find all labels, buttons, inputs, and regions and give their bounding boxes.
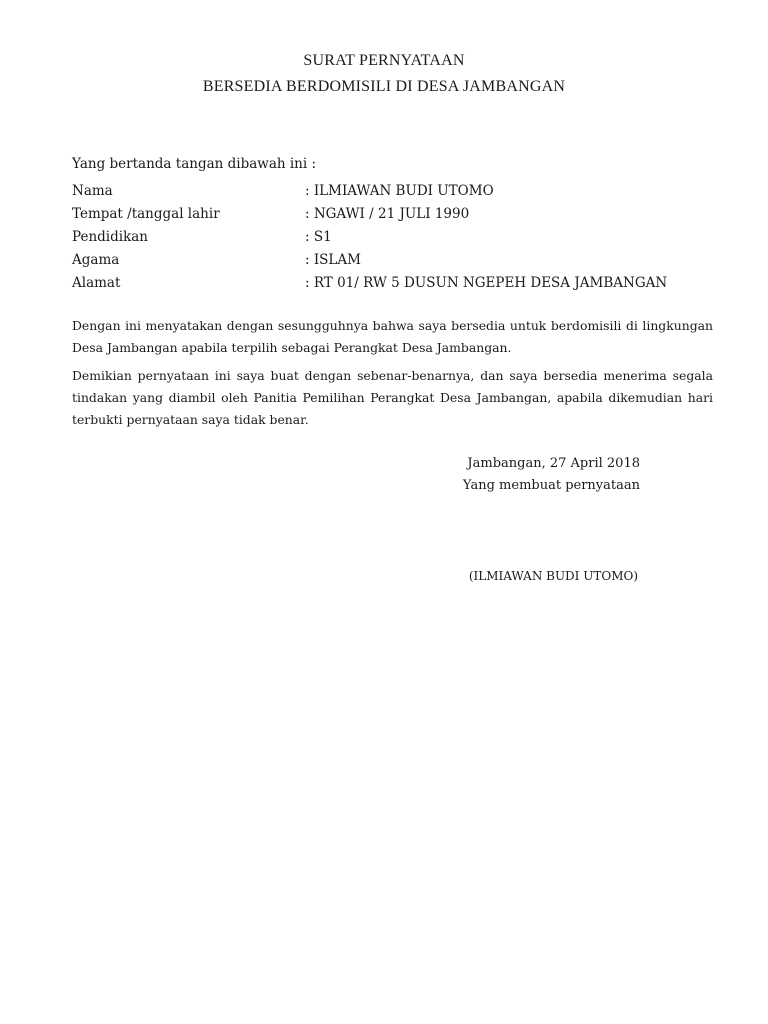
field-value: : ISLAM	[305, 252, 361, 269]
field-value: : RT 01/ RW 5 DUSUN NGEPEH DESA JAMBANGAN	[305, 275, 668, 292]
field-row-nama	[72, 179, 722, 202]
document-subtitle: BERSEDIA BERDOMISILI DI DESA JAMBANGAN	[202, 78, 566, 95]
field-row-tempat-tanggal-lahir	[72, 202, 722, 225]
field-row-pendidikan	[72, 225, 722, 248]
field-label: Tempat /tanggal lahir	[72, 205, 220, 222]
signature-signer-name: (ILMIAWAN BUDI UTOMO)	[468, 569, 638, 583]
intro-text: Yang bertanda tangan dibawah ini :	[72, 156, 317, 172]
closing-paragraph: Demikian pernyataan ini saya buat dengan sebenar-benarnya, dan saya bersedia menerima segala tindakan yang diambil oleh Panitia Pemilihan Perangkat Desa Jambangan, apabila dikemudian hari terbukti pernyataan saya tidak benar.	[72, 368, 713, 427]
field-value: : ILMIAWAN BUDI UTOMO	[305, 182, 494, 199]
identity-fields	[72, 179, 722, 295]
field-label: Alamat	[72, 275, 121, 292]
field-label: Pendidikan	[72, 228, 149, 245]
signature-place-date: Jambangan, 27 April 2018	[467, 456, 640, 471]
field-row-alamat	[72, 272, 722, 295]
statement-paragraph: Dengan ini menyatakan dengan sesungguhnya bahwa saya bersedia untuk berdomisili di lingkungan Desa Jambangan apabila terpilih sebagai Perangkat Desa Jambangan.	[72, 318, 713, 355]
field-row-agama	[72, 249, 722, 272]
document-title: SURAT PERNYATAAN	[303, 52, 465, 69]
field-label: Agama	[72, 252, 120, 269]
signature-maker-label: Yang membuat pernyataan	[462, 478, 640, 493]
field-value: : S1	[305, 228, 332, 245]
field-value: : NGAWI / 21 JULI 1990	[305, 205, 470, 222]
field-label: Nama	[72, 182, 113, 199]
